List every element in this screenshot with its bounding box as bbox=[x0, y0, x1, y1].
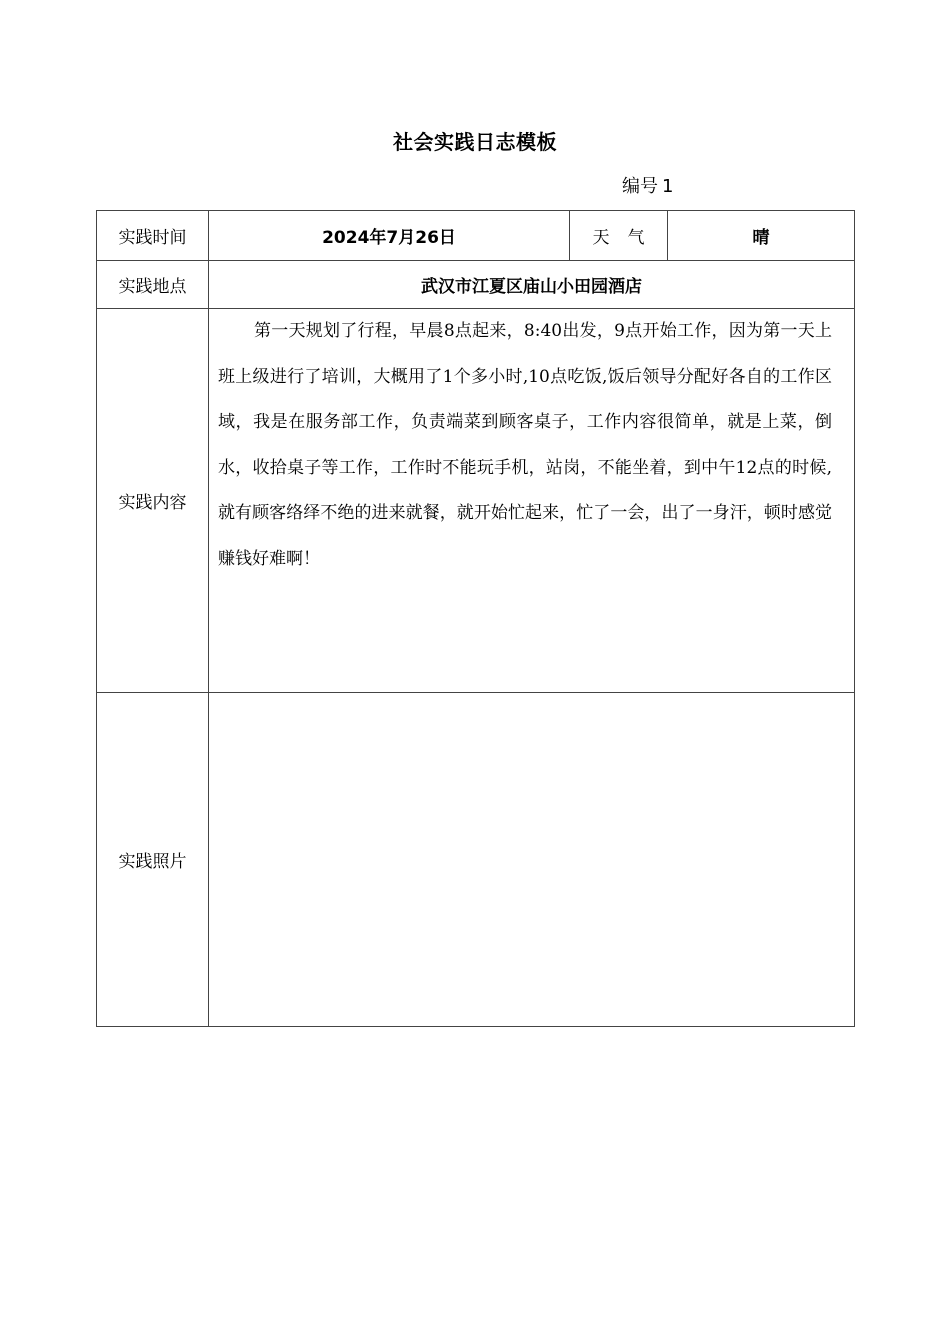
time-label: 实践时间 bbox=[97, 211, 209, 261]
row-photo bbox=[97, 693, 855, 1027]
weather-label: 天气 bbox=[570, 211, 668, 261]
row-place bbox=[97, 261, 855, 309]
document-number bbox=[622, 172, 673, 198]
document-number-label: 编号 bbox=[622, 176, 658, 197]
photo-area bbox=[209, 693, 855, 1027]
page-title: 社会实践日志模板 bbox=[393, 130, 557, 154]
weather-value: 晴 bbox=[668, 211, 855, 261]
date-value: 2024年7月26日 bbox=[209, 211, 570, 261]
photo-label: 实践照片 bbox=[97, 693, 209, 1027]
row-time bbox=[97, 211, 855, 261]
document-number-value: 1 bbox=[662, 176, 674, 197]
row-content bbox=[97, 309, 855, 693]
content-text: 第一天规划了行程，早晨8点起来，8:40出发，9点开始工作，因为第一天上班上级进行了培训，大概用了1个多小时,10点吃饭,饭后领导分配好各自的工作区域，我是在服务部工作，负责端菜到顾客桌子，工作内容很简单，就是上菜，倒水，收拾桌子等工作，工作时不能玩手机，站岗，不能坐着，到中午12点的时候,就有顾客络绎不绝的进来就餐，就开始忙起来，忙了一会，出了一身汗，顿时感觉赚钱好难啊！ bbox=[218, 321, 832, 569]
content-label: 实践内容 bbox=[97, 309, 209, 693]
practice-log-table bbox=[96, 210, 855, 1027]
content-cell bbox=[209, 309, 855, 693]
place-label: 实践地点 bbox=[97, 261, 209, 309]
place-value: 武汉市江夏区庙山小田园酒店 bbox=[209, 261, 855, 309]
